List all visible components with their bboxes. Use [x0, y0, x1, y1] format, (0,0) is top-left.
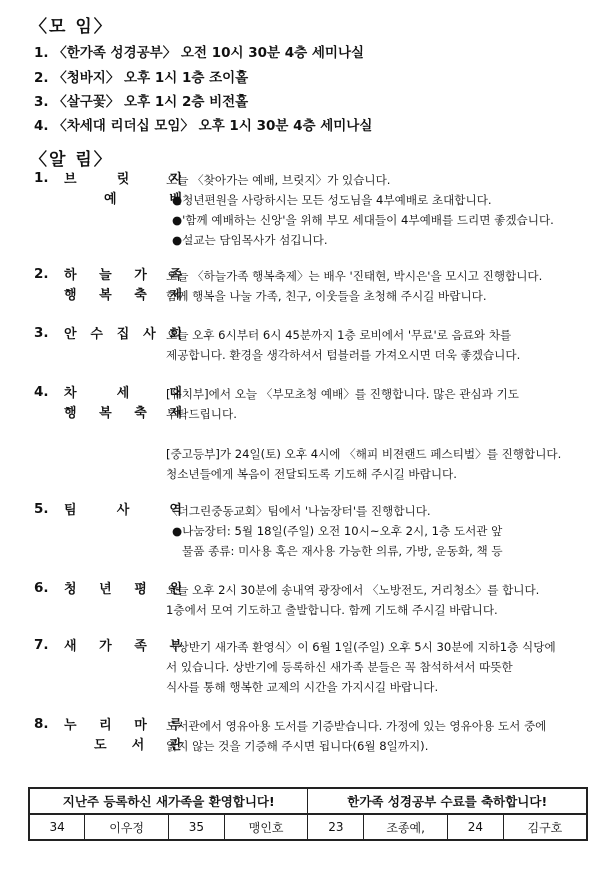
table-cell: 23 [308, 814, 364, 840]
meeting-item: 1. 〈한가족 성경공부〉 오전 10시 30분 4층 세미나실 [34, 45, 365, 61]
notice-label: 누 리 마 루 도 서 관 [64, 718, 182, 753]
notice-label: 브 릿 지 예 배 [64, 172, 182, 207]
registration-table [28, 787, 588, 841]
table-cell: 이우정 [85, 814, 169, 840]
notice-number: 4. [34, 384, 49, 400]
notice-number: 2. [34, 266, 49, 282]
notice-number: 8. [34, 716, 49, 732]
notice-body: 도서관에서 영유아용 도서를 기증받습니다. 가정에 있는 영유아용 도서 중에 읽지 않는 것을 기증해 주시면 됩니다(6월 8일까지). [166, 719, 547, 753]
bible-study-header: 한가족 성경공부 수료를 축하합니다! [308, 788, 587, 814]
meeting-item: 4. 〈차세대 리더십 모임〉 오후 1시 30분 4층 세미나실 [34, 118, 373, 134]
notice-body: 오늘 오후 6시부터 6시 45분까지 1층 로비에서 '무료'로 음료와 차를 제공합니다. 환경을 생각하셔서 텀블러를 가져오시면 더욱 좋겠습니다. [166, 328, 521, 362]
notice-body: [유치부]에서 오늘 〈부모초청 예배〉를 진행합니다. 많은 관심과 기도 부탁드립니다. [중고등부]가 24일(토) 오후 4시에 〈해피 비젼랜드 페스티벌〉를 진행합니다. 청소년들에게 복음이 전달되도록 기도해 주시길 바랍니다. [166, 387, 562, 481]
table-cell: 김구호 [503, 814, 587, 840]
table-cell: 34 [29, 814, 85, 840]
notice-body: 오늘 〈하늘가족 행복축제〉는 배우 '진태현, 박시은'을 모시고 진행합니다. 함께 행복을 나눌 가족, 친구, 이웃들을 초청해 주시길 바랍니다. [166, 269, 543, 303]
notice-body: 오늘 〈찾아가는 예배, 브릿지〉가 있습니다. ●청년편원을 사랑하시는 모든 성도님을 4부예배로 초대합니다. ●'함께 예배하는 신앙'을 위해 부모 세대들이 4부예배를 드리면 좋겠습니다. ●설교는 담임목사가 섬깁니다. [166, 173, 554, 247]
table-cell: 35 [168, 814, 224, 840]
new-family-header: 지난주 등록하신 새가족을 환영합니다! [29, 788, 308, 814]
meetings-title: 〈모 임〉 [30, 17, 113, 37]
table-cell: 조종예, [364, 814, 448, 840]
notice-number: 5. [34, 501, 49, 517]
notice-label: 안 수 집 사 회 [64, 327, 182, 342]
meeting-item: 2. 〈청바지〉 오후 1시 1층 조이홀 [34, 70, 249, 86]
notice-body: 〈더그린중동교회〉팀에서 '나눔장터'를 진행합니다. ●나눔장터: 5월 18일(주일) 오전 10시~오후 2시, 1층 도서관 앞 물품 종류: 미사용 혹은 재사용 가능한 의류, 가방, 운동화, 책 등 [166, 504, 503, 558]
notice-label: 하 늘 가 족 행 복 축 제 [64, 268, 182, 303]
notices-title: 〈알 림〉 [30, 150, 113, 170]
notice-body: 〈상반기 새가족 환영식〉이 6월 1일(주일) 오후 5시 30분에 지하1층 식당에 서 있습니다. 상반기에 등록하신 새가족 분들은 꼭 참석하셔서 따뜻한 식사를 통해 행복한 교제의 시간을 가지시길 바랍니다. [166, 640, 556, 694]
notice-number: 6. [34, 580, 49, 596]
table-cell: 맹인호 [224, 814, 308, 840]
table-cell: 24 [447, 814, 503, 840]
meeting-item: 3. 〈살구꽃〉 오후 1시 2층 비전홀 [34, 94, 249, 110]
notice-label: 청 년 평 원 [64, 582, 182, 597]
notice-label: 새 가 족 부 [64, 639, 182, 654]
notice-number: 7. [34, 637, 49, 653]
notice-label: 팀 사 역 [64, 503, 182, 518]
notice-label: 차 세 대 행 복 축 제 [64, 386, 182, 421]
notice-number: 3. [34, 325, 49, 341]
notice-body: 오늘 오후 2시 30분에 송내역 광장에서 〈노방전도, 거리청소〉를 합니다. 1층에서 모여 기도하고 출발합니다. 함께 기도해 주시길 바랍니다. [166, 583, 540, 617]
notice-number: 1. [34, 170, 49, 186]
